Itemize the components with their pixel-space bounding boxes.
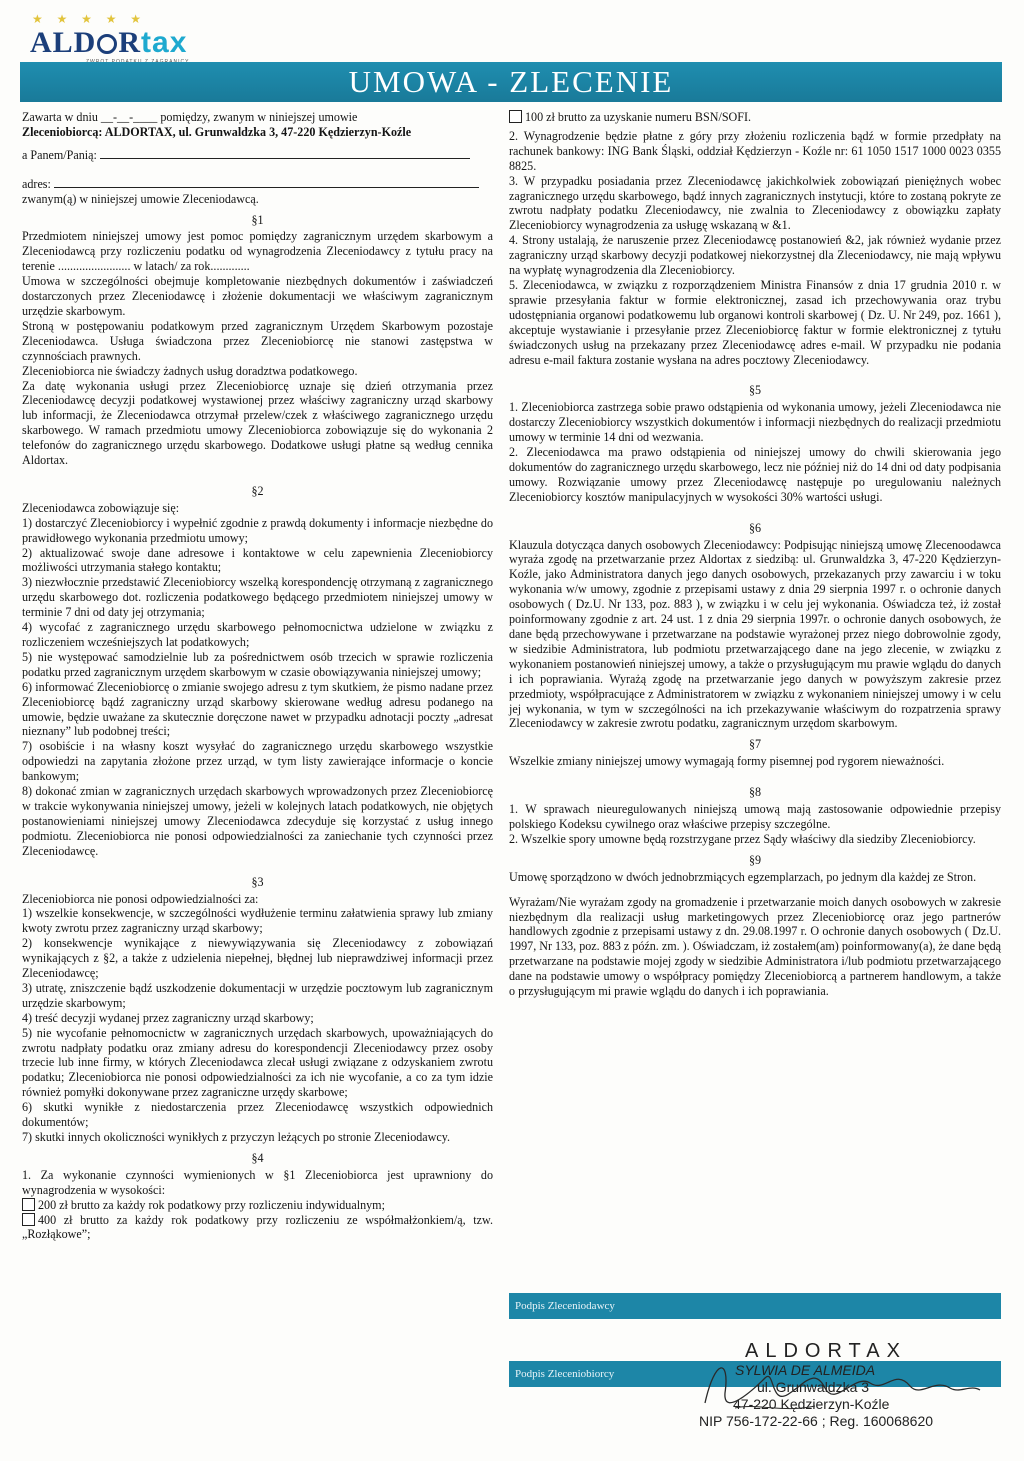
s3-item: 2) konsekwencje wynikające z niewywiązywania się Zleceniodawcy z zobowiązań wynikających z §2, a także z udzielenia niepełnej, błędnej lub nieprawdziwej informacji przez Zleceniodawcę; [22,936,493,981]
section-3-title: §3 [251,874,264,889]
s8-paragraph-1: 1. W sprawach nieuregulowanych niniejszą umową mają zastosowanie odpowiednie przepisy polskiego Kodeksu cywilnego oraz właściwe przepisy szczególne. [509,802,1001,831]
stamp-company: ALDORTAX [745,1340,907,1362]
s2-item: 6) informować Zleceniobiorcę o zmianie swojego adresu z tym skutkiem, że pismo nadane przez Zleceniobiorcę bądź zagraniczny urząd skarbowy skierowane według adresu podanego na umowie, będzie uważane za skutecznie doręczone nawet w przypadku adnotacji poczty „adresat nieznany” lub podobnej treści; [22,679,493,739]
stamp-city: 47-220 Kędzierzyn-Koźle [733,1396,890,1412]
section-9-title: §9 [748,852,762,867]
fee-individual-checkbox[interactable] [22,1198,35,1211]
s4-paragraph-1: 1. Za wykonanie czynności wymienionych w §1 Zleceniobiorca jest uprawniony do wynagrodzenia w wysokości: [22,1167,493,1197]
fee-option-joint: 400 zł brutto za każdy rok podatkowy przy rozliczeniu ze współmałżonkiem/ą, tzw. „Rozłąkowe”; [22,1212,493,1242]
section-2-title: §2 [251,483,264,498]
s8-paragraph-2: 2. Wszelkie spory umowne będą rozstrzygane przez Sądy właściwy dla siedziby Zleceniobiorcy. [509,831,976,846]
client-address-field[interactable] [54,177,479,188]
s4-paragraph-3: 3. W przypadku posiadania przez Zleceniodawcę jakichkolwiek zobowiązań pieniężnych wobec zagranicznego urzędu skarbowego, bądź innych zagranicznych instytucji, które to zostaną pokryte ze zwrotu nadpłaty podatku Zleceniodawcy, nie zwalnia to Zleceniodawcy z obowiązku zapłaty Zleceniobiorcy wynagrodzenia za usługę wskazaną w &1. [509,173,1001,233]
s3-item: 6) skutki wynikłe z niedostarczenia przez Zleceniodawcę wszystkich odpowiednich dokumentów; [22,1100,493,1130]
s3-item: 3) utratę, zniszczenie bądź uszkodzenie dokumentacji w urzędzie pocztowym lub zagranicznym urzędzie skarbowym; [22,980,493,1010]
page-title: UMOWA - ZLECENIE [20,62,1002,102]
s3-intro: Zleceniobiorca nie ponosi odpowiedzialności za: [22,891,259,906]
s7-paragraph-1: Wszelkie zmiany niniejszej umowy wymagają formy pisemnej pod rygorem nieważności. [509,754,945,769]
s1-paragraph-5: Za datę wykonania usługi przez Zleceniobiorcę uznaje się dzień otrzymania przez Zleceniodawcę decyzji podatkowej wystawionej przez właściwy zagraniczny urząd skarbowy lub informacji, że Zleceniodawca otrzymał przelew/czek z właściwego zagranicznego urzędu skarbowego. W ramach przedmiotu umowy Zleceniobiorca zobowiązuje się do wykonania 2 telefonów do zagranicznego urzędu skarbowego. Dodatkowe usługi płatne są według cennika Aldortax. [22,378,493,468]
marketing-consent: Wyrażam/Nie wyrażam zgody na gromadzenie i przetwarzanie moich danych osobowych w zakresie niezbędnym dla realizacji usług marketingowych przez Zleceniobiorcę oraz jego partnerów handlowych zgodnie z przepisami ustawy z dn. 29.08.1997 r. O ochronie danych osobowych ( Dz.U. 1997, Nr 133, poz. 883 z późn. zm. ). Oświadczam, iż zostałem(am) poinformowany(a), że dane będą przetwarzane na podstawie mojej zgody w siedzibie Administratora i/lub podmiotu przetwarzającego dane na podstawie umowy o współpracy pomiędzy Zleceniobiorcą a partnerem handlowym, a także o przysługującym mi prawie wglądu do danych i ich poprawiania. [509,894,1001,999]
s2-item: 3) niezwłocznie przedstawić Zleceniobiorcy wszelką korespondencję otrzymaną z zagranicznego urzędu skarbowego dot. rozliczenia podatkowego będącego przedmiotem niniejszej umowy w terminie 7 dni od daty jej otrzymania; [22,575,493,620]
right-column [509,110,1001,999]
s2-item: 8) dokonać zmian w zagranicznych urzędach skarbowych wprowadzonych przez Zleceniobiorcę w trakcie wykonywania niniejszej umowy, jeżeli w kolejnych latach podatkowych, nie objętych postanowieniami niniejszej umowy Zleceniodawca zdecyduje się korzystać z usług innego podmiotu. Zleceniobiorca nie ponosi odpowiedzialności za zaniechanie tych czynności przez Zleceniodawcę. [22,784,493,858]
section-8-title: §8 [748,785,762,800]
client-signature-field[interactable] [509,1293,1001,1319]
handwritten-signature [695,1348,985,1428]
fee-option-individual: 200 zł brutto za każdy rok podatkowy przy rozliczeniu indywidualnym; [22,1198,493,1213]
client-designation: zwanym(ą) w niniejszej umowie Zleceniodawcą. [22,191,259,206]
client-name-line: a Panem/Panią: [22,148,493,163]
s3-item: 7) skutki innych okoliczności wynikłych z przyczyn leżących po stronie Zleceniodawcy. [22,1130,451,1144]
s3-item: 4) treść decyzji wydanej przez zagraniczny urząd skarbowy; [22,1010,314,1025]
stamp-street: ul. Grunwaldzka 3 [757,1379,870,1395]
section-6-title: §6 [748,520,762,535]
contractor-signature-label: Podpis Zleceniobiorcy [515,1368,615,1380]
s9-paragraph-1: Umowę sporządzono w dwóch jednobrzmiących egzemplarzach, po jednym dla każdej ze Stron. [509,869,977,884]
stamp-registration: NIP 756-172-22-66 ; Reg. 160068620 [699,1413,934,1429]
s2-item: 2) aktualizować swoje dane adresowe i kontaktowe w celu zapewnienia Zleceniobiorcy możliwości utrzymania stałego kontaktu; [22,545,493,575]
s5-paragraph-2: 2. Zleceniodawca ma prawo odstąpienia od niniejszej umowy do chwili skierowania jego dokumentów do zagranicznego urzędu skarbowego, lecz nie później niż do 14 dni od daty podpisania umowy. Rozwiązanie umowy przez Zleceniodawcę następuje po uregulowaniu należnych Zleceniobiorcy kosztów manipulacyjnych w wysokości 30% wartości usługi. [509,445,1001,504]
fee-joint-checkbox[interactable] [22,1213,35,1226]
left-column [22,110,493,1242]
section-5-title: §5 [748,383,762,398]
logo-stars: ★ ★ ★ ★ ★ [32,12,147,26]
s2-item: 4) wycofać z zagranicznego urzędu skarbowego pełnomocnictwa udzielone w związku z rozliczeniem wcześniejszych lat podatkowych; [22,620,493,649]
logo-brand: ALD Rtax [30,26,188,59]
company-stamp [699,1340,1005,1460]
section-4-title: §4 [251,1150,264,1165]
aldortax-logo [22,12,252,64]
s4-paragraph-2: 2. Wynagrodzenie będzie płatne z góry przy złożeniu rozliczenia bądź w formie przedpłaty na rachunek bankowy: ING Bank Śląski, oddział Kędzierzyn - Koźle nr: 61 1050 1517 1000 0023 0355 8825. [509,128,1001,173]
s2-item: 5) nie występować samodzielnie lub za pośrednictwem osób trzecich w sprawie rozliczenia podatku przed zagranicznym urzędem skarbowym w czasie obowiązywania niniejszej umowy; [22,649,493,679]
s1-paragraph-3: Stroną w postępowaniu podatkowym przed zagranicznym Urzędem Skarbowym pozostaje Zleceniodawca. Usługa świadczona przez Zleceniobiorcę nie stanowi zastępstwa w czynnościach prawnych. [22,318,493,363]
s3-item: 1) wszelkie konsekwencje, w szczególności wydłużenie terminu załatwienia sprawy lub zmiany kwoty zwrotu przez zagraniczny urząd skarbowy; [22,906,493,936]
s4-paragraph-5: 5. Zleceniodawca, w związku z rozporządzeniem Ministra Finansów z dnia 17 grudnia 2010 r. w sprawie przesyłania faktur w formie elektronicznej, zasad ich przechowywania oraz trybu udostępniania organowi podatkowemu lub organowi kontroli skarbowej ( Dz. U. Nr 249, poz. 1661 ), akceptuje wystawianie i przesyłanie przez Zleceniobiorcę faktur w formie elektronicznej z tytułu świadczonych usług na przekazany przez Zleceniodawcę adres e-mail. W przypadku nie podania adresu e-mail faktura zostanie wysłana na adres pocztowy Zleceniodawcy. [509,277,1001,367]
client-signature-label: Podpis Zleceniodawcy [515,1300,615,1312]
intro-contractor: Zleceniobiorcą: ALDORTAX, ul. Grunwaldzka 3, 47-220 Kędzierzyn-Koźle [22,124,412,139]
s2-item: 1) dostarczyć Zleceniobiorcy i wypełnić zgodnie z prawdą dokumenty i informacje niezbędne do prawidłowego wykonania przedmiotu umowy; [22,515,493,545]
client-name-field[interactable] [100,148,470,159]
s3-item: 5) nie wycofanie pełnomocnictw w zagranicznych urzędach skarbowych, upoważniających do zwrotu nadpłaty podatku oraz zmiany adresu do korespondencji Zleceniodawcy przez osoby trzecie lub inne firmy, w których Zleceniodawca zlecał usługi związane z odzyskaniem zwrotu podatku; Zleceniobiorca nie ponosi odpowiedzialności za ich nie wycofanie, a co za tym idzie również pomyłki dokonywane przez zagraniczne urzędy skarbowe; [22,1025,493,1100]
section-1-title: §1 [251,212,264,227]
fee-option-bsn: 100 zł brutto za uzyskanie numeru BSN/SOFI. [509,110,1001,125]
stamp-name: SYLWIA DE ALMEIDA [735,1362,876,1378]
s6-paragraph-1: Klauzula dotycząca danych osobowych Zleceniodawcy: Podpisując niniejszą umowę Zlecenoodawca wyraża zgodę na przetwarzanie przez Aldortax z siedzibą: ul. Grunwaldzka 3, 47-220 Kędzierzyn-Koźle, jako Administratora danych jego danych osobowych, przekazanych przy zawarciu i w toku wykonania w/w umowy, zgodnie z przepisami ustawy z dnia 29 sierpnia 1997 r. o ochronie danych osobowych ( Dz.U. Nr 133, poz. 883 ), w związku i w celu jej wykonania. Oświadcza też, iż został poinformowany zgodnie z art. 24 ust. 1 z dnia 29 sierpnia 1997r. o ochronie danych osobowych, że dane będą przechowywane i przetwarzane na podstawie wyrażonej przez niego dobrowolnie zgody, w siedzibie Administratora, lub podmiotu przetwarzającego dane na jego zlecenie, w związku z wykonaniem postanowień niniejszej umowy, a także o przysługującym mu prawie wglądu do danych i ich poprawiania. Wyrażą zgodę na przetwarzanie jego danych w powyższym zakresie przez przedmioty, współpracujące z Administratorem w związku z wykonaniem niniejszej umowy i w celu jej wykonania, w tym w szczególności na ich przekazywanie właściwym do rozpatrzenia sprawy Zleceniodawcy w zakresie zwrotu podatku, zagranicznym urzędom skarbowym. [509,537,1001,731]
client-address-line: adres: [22,177,493,192]
s1-paragraph-4: Zleceniobiorca nie świadczy żadnych usług doradztwa podatkowego. [22,363,358,378]
fee-bsn-checkbox[interactable] [509,110,522,123]
section-7-title: §7 [748,737,762,752]
s1-paragraph-1: Przedmiotem niniejszej umowy jest pomoc pomiędzy zagranicznym urzędem skarbowym a Zleceniodawcą przy rozliczeniu podatku od wynagrodzenia Zleceniodawcy z tytułu pracy na terenie ........................ w latach/ za rok............. [22,229,493,274]
s2-intro: Zleceniodawca zobowiązuje się: [22,500,180,515]
s5-paragraph-1: 1. Zleceniobiorca zastrzega sobie prawo odstąpienia od wykonania umowy, jeżeli Zleceniodawca nie dostarczy Zleceniobiorcy wszystkich dokumentów i informacji niezbędnych do realizacji przedmiotu umowy w terminie 14 dni od wezwania. [509,400,1001,445]
s4-paragraph-4: 4. Strony ustalają, że naruszenie przez Zleceniodawcę postanowień &2, jak również wydanie przez zagraniczny urząd skarbowy decyzji podatkowej niekorzystnej dla Zleceniodawcy, nie mają wpływu na wypłatę wynagrodzenia dla Zleceniobiorcy. [509,233,1001,278]
intro-date-line: Zawarta w dniu __-__-____ pomiędzy, zwanym w niniejszej umowie [22,110,358,124]
s2-item: 7) osobiście i na własny koszt wysyłać do zagranicznego urzędu skarbowego wszystkie odpowiedzi na zapytania złożone przez urząd, w tym listy zawierające informacje o koncie bankowym; [22,739,493,784]
s1-paragraph-2: Umowa w szczególności obejmuje kompletowanie niezbędnych dokumentów i zaświadczeń dostarczonych przez Zleceniodawcę i złożenie dokumentacji we właściwym zagranicznym urzędzie skarbowym. [22,274,493,318]
